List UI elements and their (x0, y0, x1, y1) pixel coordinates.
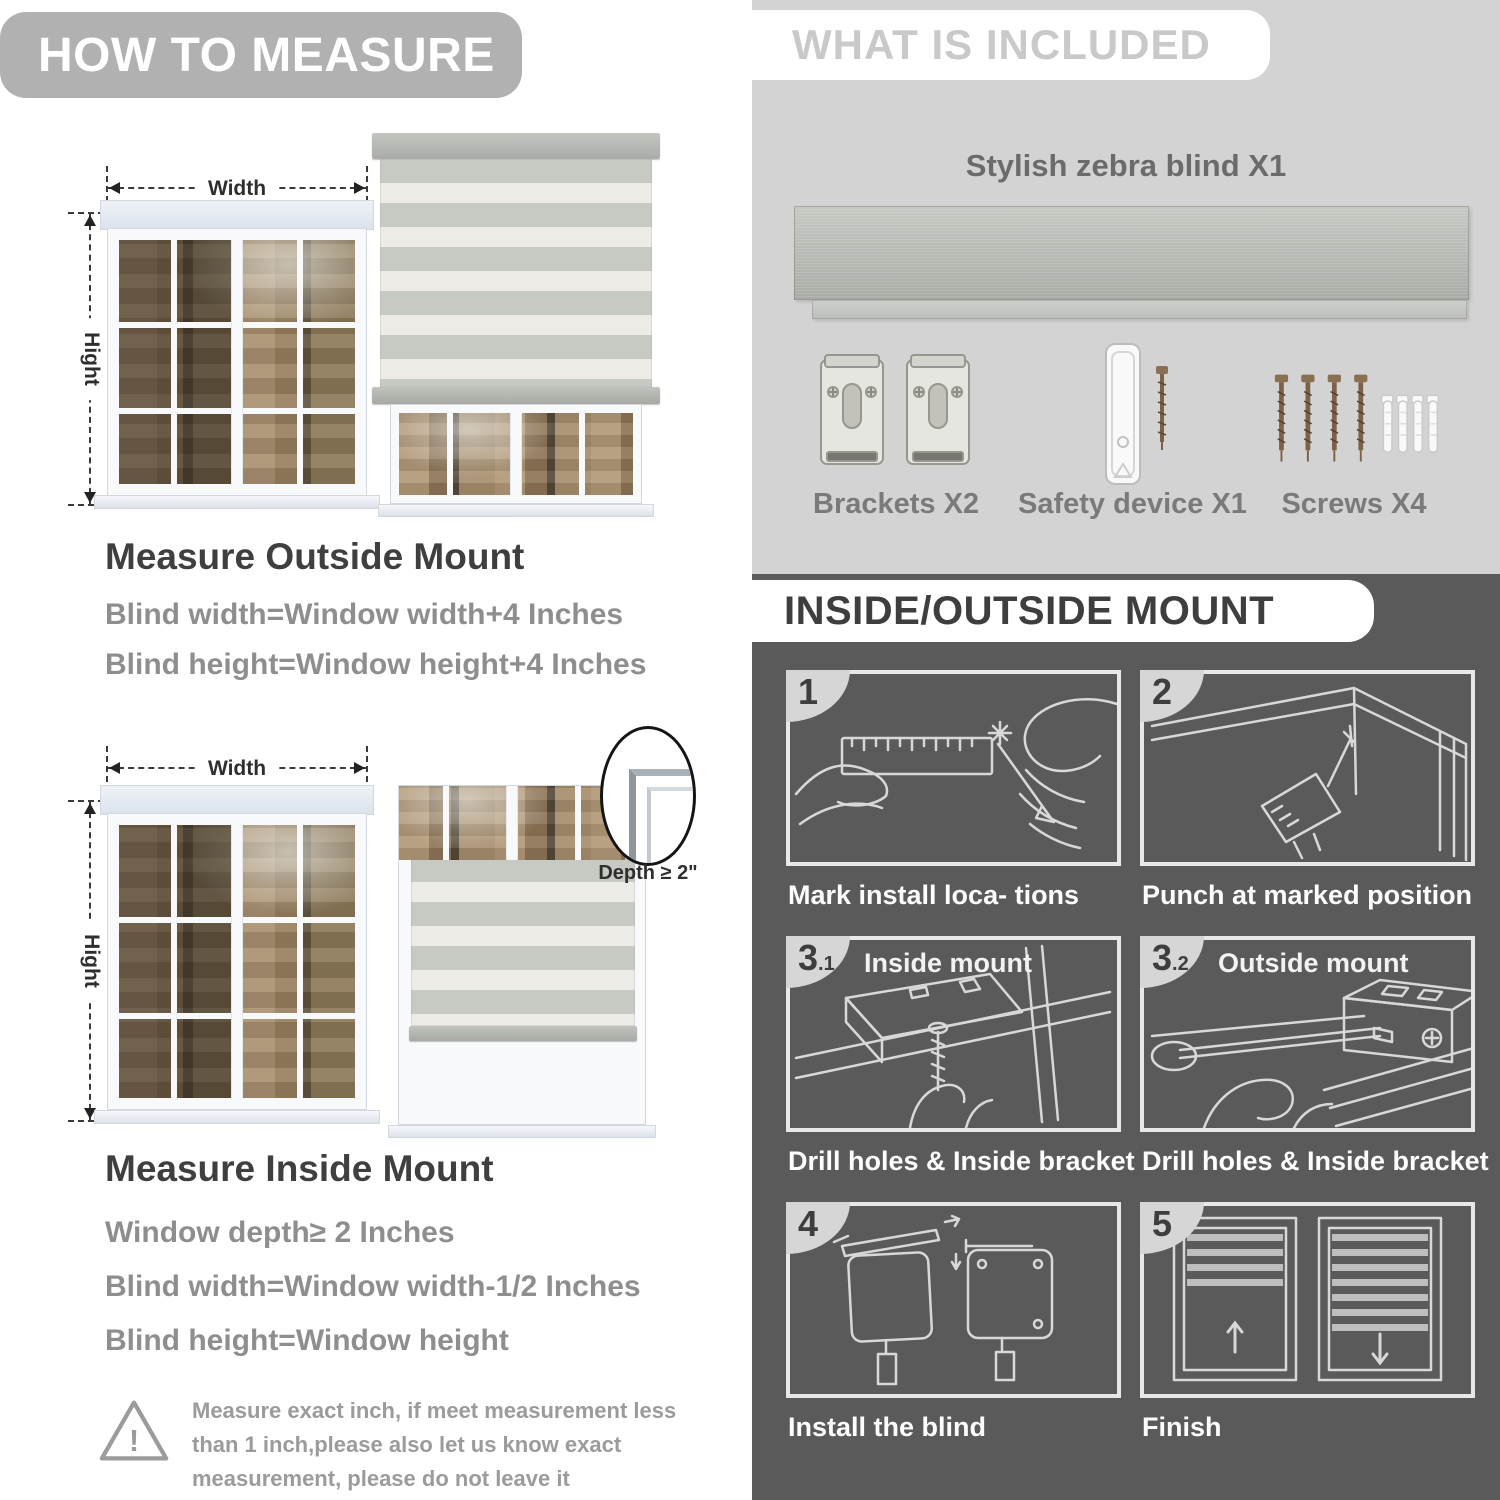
window-muntin (443, 786, 449, 860)
window-sill (388, 1125, 656, 1138)
step-1-illustration (790, 671, 1117, 862)
step-number: 3 (798, 937, 819, 978)
depth-magnifier-icon (600, 726, 696, 866)
zebra-blind-headrail (794, 206, 1469, 300)
brackets-icon (815, 352, 975, 487)
warning-line-2: than 1 inch,please also let us know exact (192, 1432, 622, 1457)
arrow-right-icon (354, 182, 365, 194)
window-center-stile (232, 825, 242, 1098)
what-is-included-title: WHAT IS INCLUDED (792, 21, 1211, 68)
zebra-blind-fabric (380, 159, 652, 387)
height-label: Hight (79, 318, 103, 400)
warning-triangle-icon (96, 1396, 172, 1471)
inside-outside-mount-header (750, 580, 1374, 642)
step-number: 5 (1152, 1203, 1173, 1244)
window-sill (94, 495, 380, 509)
step-number: 4 (798, 1203, 819, 1244)
step-number: 2 (1152, 671, 1173, 712)
window-center-stile (511, 413, 521, 495)
window-photo-outside (107, 228, 367, 496)
window-glass (119, 240, 355, 484)
arrow-right-icon (354, 762, 365, 774)
step-4-caption: Install the blind (788, 1412, 987, 1442)
what-is-included-header (750, 10, 1270, 80)
blind-bottom-rail (409, 1026, 637, 1041)
step-4-illustration (790, 1203, 1117, 1394)
step-panel-2 (1140, 670, 1475, 866)
window-glass (399, 413, 633, 495)
step-3-2-title: Outside mount (1218, 948, 1409, 978)
step-number: 3 (1152, 937, 1173, 978)
window-under-blind (390, 404, 642, 504)
outside-width-formula: Blind width=Window width+4 Inches (105, 598, 624, 631)
outside-height-formula: Blind height=Window height+4 Inches (105, 648, 647, 681)
svg-text:!: ! (128, 1424, 140, 1458)
blind-cassette (372, 133, 660, 159)
how-to-measure-header (0, 12, 522, 98)
outside-mount-heading: Measure Outside Mount (105, 536, 525, 577)
inside-mount-heading: Measure Inside Mount (105, 1148, 494, 1189)
window-glass (399, 786, 625, 860)
window-sill (94, 1110, 380, 1124)
inside-height-formula: Blind height=Window height (105, 1324, 509, 1357)
step-panel-3-2 (1140, 936, 1475, 1132)
step-3-2-caption: Drill holes & Inside bracket (1142, 1146, 1489, 1176)
arrow-up-icon (84, 803, 96, 814)
window-muntin (297, 825, 303, 1098)
step-5-illustration (1144, 1203, 1471, 1394)
safety-device-label: Safety device X1 (1018, 488, 1247, 520)
arrow-left-icon (109, 762, 120, 774)
step-panel-3-1 (786, 936, 1121, 1132)
window-lintel (100, 785, 374, 815)
inside-width-formula: Blind width=Window width-1/2 Inches (105, 1270, 641, 1303)
frame-corner-detail (647, 787, 696, 866)
width-label: Width (198, 177, 276, 201)
step-3-1-caption: Drill holes & Inside bracket (788, 1146, 1135, 1176)
window-lintel (100, 200, 374, 230)
step-number-sub: .1 (818, 953, 835, 975)
warning-line-1: Measure exact inch, if meet measurement less (192, 1398, 677, 1423)
warning-line-3: measurement, please do not leave it (192, 1466, 570, 1491)
screws-label: Screws X4 (1281, 488, 1427, 520)
step-panel-5 (1140, 1202, 1475, 1398)
width-label: Width (198, 757, 276, 781)
step-1-caption: Mark install loca- tions (788, 880, 1080, 910)
window-muntin (171, 825, 177, 1098)
window-glass (119, 825, 355, 1098)
window-muntin (447, 413, 453, 495)
window-muntin (575, 786, 581, 860)
zebra-blind-headrail-lip (812, 300, 1467, 319)
inside-depth-formula: Window depth≥ 2 Inches (105, 1216, 455, 1249)
inside-outside-mount-title: INSIDE/OUTSIDE MOUNT (784, 588, 1275, 633)
window-muntin (297, 240, 303, 484)
how-to-measure-title: HOW TO MEASURE (38, 28, 495, 82)
window-center-stile (232, 240, 242, 484)
window-photo-inside (107, 813, 367, 1110)
arrow-up-icon (84, 215, 96, 226)
step-number-sub: .2 (1172, 953, 1189, 975)
screws-icon (1272, 368, 1442, 477)
step-2-caption: Punch at marked position (1142, 880, 1473, 910)
window-muntin (579, 413, 585, 495)
depth-note: Depth ≥ 2" (598, 862, 698, 884)
safety-device-icon (1098, 342, 1178, 497)
step-5-caption: Finish (1142, 1412, 1222, 1442)
step-number: 1 (798, 671, 819, 712)
window-sill (378, 504, 654, 517)
step-panel-4 (786, 1202, 1121, 1398)
window-center-stile (507, 786, 517, 860)
product-label: Stylish zebra blind X1 (965, 148, 1287, 183)
step-3-1-title: Inside mount (864, 948, 1032, 978)
brackets-label: Brackets X2 (813, 488, 980, 520)
arrow-left-icon (109, 182, 120, 194)
step-2-illustration (1144, 671, 1471, 862)
height-label: Hight (79, 920, 103, 1002)
blind-bottom-rail (372, 387, 660, 404)
window-muntin (171, 240, 177, 484)
step-panel-1 (786, 670, 1121, 866)
